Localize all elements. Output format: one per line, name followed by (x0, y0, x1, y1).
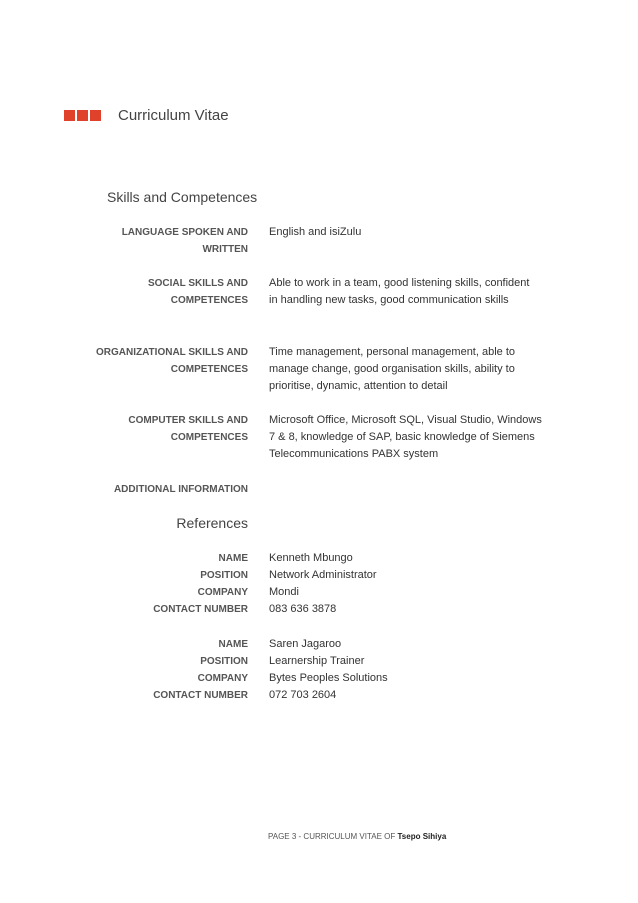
skills-section-title: Skills and Competences (107, 189, 258, 205)
ref1-position-label: POSITION (200, 570, 248, 581)
page-title: Curriculum Vitae (118, 107, 229, 124)
social-skills-label (148, 275, 248, 309)
ref2-position-label: POSITION (200, 656, 248, 667)
ref1-company-label: COMPANY (197, 587, 248, 598)
ref2-contact-label: CONTACT NUMBER (153, 690, 248, 701)
reference-1-labels (153, 550, 248, 618)
social-skills-value (269, 275, 559, 309)
organizational-skills-value (269, 344, 559, 395)
footer-owner-name: Tsepo Sihiya (397, 832, 447, 841)
social-label-line2: COMPETENCES (170, 295, 248, 306)
reference-1-values (269, 550, 559, 618)
social-value-line1: Able to work in a team, good listening skills, confident (269, 277, 530, 289)
footer-prefix: PAGE 3 - CURRICULUM VITAE OF (268, 832, 396, 841)
ref2-name: Saren Jagaroo (269, 638, 342, 650)
ref1-contact-label: CONTACT NUMBER (153, 604, 248, 615)
organizational-skills-label (96, 344, 248, 378)
computer-label-line2: COMPETENCES (170, 432, 248, 443)
logo-block-3 (90, 110, 101, 121)
org-label-line2: COMPETENCES (170, 364, 248, 375)
computer-value-line3: Telecommunications PABX system (269, 448, 439, 460)
computer-label-line1: COMPUTER SKILLS AND (128, 415, 248, 426)
reference-2-values (269, 636, 559, 704)
ref1-contact-number: 083 636 3878 (269, 603, 337, 615)
computer-skills-value (269, 412, 559, 463)
logo-block-1 (64, 110, 75, 121)
org-value-line2: manage change, good organisation skills, ability to (269, 363, 515, 375)
language-label-line1: LANGUAGE SPOKEN AND (121, 227, 248, 238)
ref1-position: Network Administrator (269, 569, 377, 581)
ref1-name: Kenneth Mbungo (269, 552, 353, 564)
org-value-line3: prioritise, dynamic, attention to detail (269, 380, 448, 392)
additional-information-label: ADDITIONAL INFORMATION (113, 484, 248, 495)
org-value-line1: Time management, personal management, able to (269, 346, 516, 358)
social-label-line1: SOCIAL SKILLS AND (147, 278, 248, 289)
ref2-position: Learnership Trainer (269, 655, 365, 667)
language-value-line: English and isiZulu (269, 226, 362, 238)
computer-value-line1: Microsoft Office, Microsoft SQL, Visual Studio, Windows (269, 414, 542, 426)
ref2-company: Bytes Peoples Solutions (269, 672, 388, 684)
reference-2-labels (153, 636, 248, 704)
ref2-name-label: NAME (218, 639, 248, 650)
logo-block-2 (77, 110, 88, 121)
references-section-title: References (176, 515, 248, 531)
language-label (122, 224, 248, 258)
language-value (269, 224, 559, 241)
ref2-contact-number: 072 703 2604 (269, 689, 337, 701)
social-value-line2: in handling new tasks, good communication skills (269, 294, 509, 306)
page-footer (268, 832, 446, 841)
ref1-company: Mondi (269, 586, 299, 598)
org-label-line1: ORGANIZATIONAL SKILLS AND (95, 347, 248, 358)
computer-value-line2: 7 & 8, knowledge of SAP, basic knowledge of Siemens (269, 431, 535, 443)
computer-skills-label (128, 412, 248, 446)
ref2-company-label: COMPANY (197, 673, 248, 684)
language-label-line2: WRITTEN (202, 244, 248, 255)
ref1-name-label: NAME (218, 553, 248, 564)
